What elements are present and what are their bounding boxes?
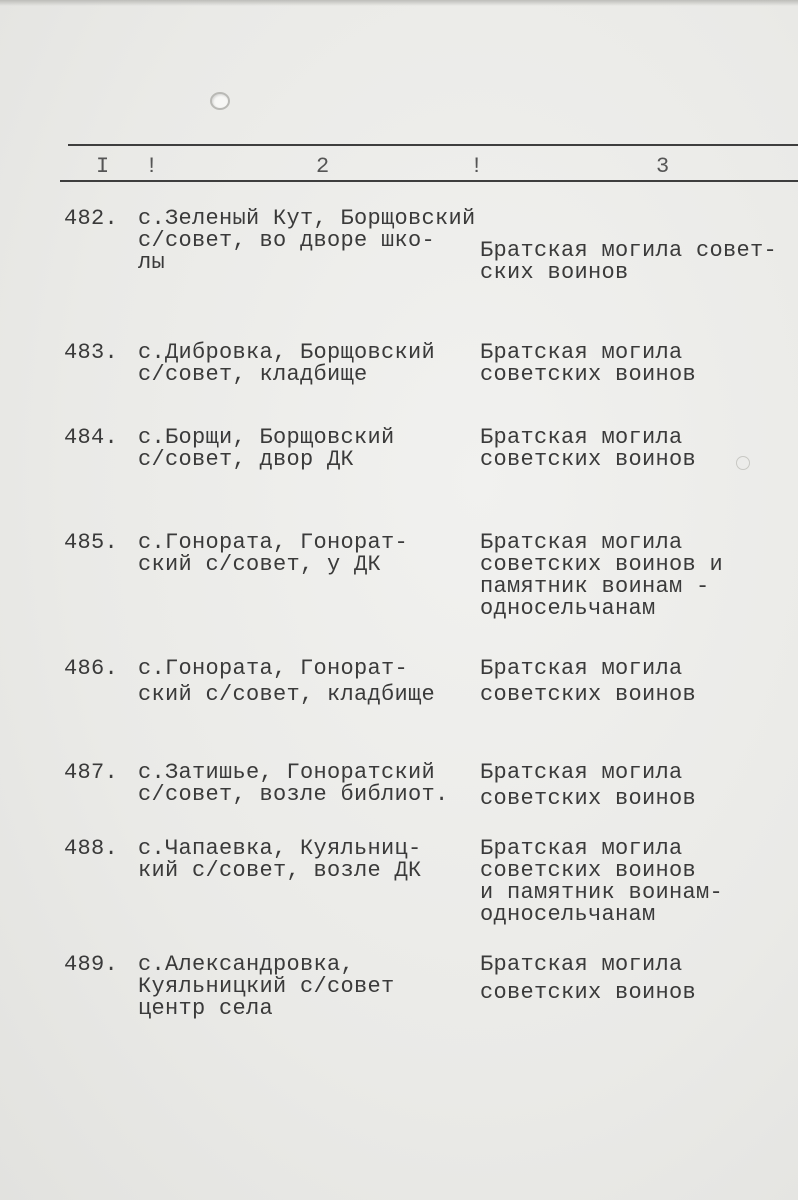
entry-number: 485.: [64, 530, 119, 555]
entry-description: Братская могила советских воинов и памятник воинам- односельчанам: [480, 836, 724, 927]
entry-description: Братская могила советских воинов и памятник воинам - односельчанам: [480, 530, 724, 621]
entry-number: 486.: [64, 656, 119, 681]
page-top-edge: [0, 0, 798, 6]
entry-description: Братская могила советских воинов: [480, 760, 697, 811]
column-separator-1: !: [145, 154, 159, 179]
entry-location: с.Чапаевка, Куяльниц- кий с/совет, возле ДК: [138, 836, 422, 883]
column-separator-2: !: [470, 154, 484, 179]
entry-description: Братская могила советских воинов: [480, 656, 697, 707]
entry-location: с.Гонората, Гонорат- ский с/совет, у ДК: [138, 530, 409, 577]
column-header-1: I: [96, 154, 110, 179]
entry-location: с.Борщи, Борщовский с/совет, двор ДК: [138, 425, 395, 472]
column-header-2: 2: [316, 154, 330, 179]
entry-location: с.Гонората, Гонорат- ский с/совет, кладбище: [138, 656, 436, 707]
entry-location: с.Дибровка, Борщовский с/совет, кладбище: [138, 340, 436, 387]
entry-description: Братская могила советских воинов: [480, 952, 697, 1005]
entry-description: Братская могила советских воинов: [480, 340, 697, 387]
entry-number: 483.: [64, 340, 119, 365]
column-header-3: 3: [656, 154, 670, 179]
entry-number: 482.: [64, 206, 119, 231]
entry-description: Братская могила совет- ских воинов: [480, 238, 778, 285]
entry-location: с.Затишье, Гоноратский с/совет, возле библиот.: [138, 760, 449, 807]
paper-smudge: [736, 456, 750, 470]
entry-number: 488.: [64, 836, 119, 861]
table-header-top-rule: [68, 144, 798, 146]
entry-location: с.Александровка, Куяльницкий с/совет центр села: [138, 952, 395, 1021]
punch-hole: [210, 92, 230, 110]
entry-number: 484.: [64, 425, 119, 450]
table-header-bottom-rule: [60, 180, 798, 182]
entry-location: с.Зеленый Кут, Борщовский с/совет, во дворе шко- лы: [138, 206, 476, 275]
entry-description: Братская могила советских воинов: [480, 425, 697, 472]
entry-number: 489.: [64, 952, 119, 977]
entry-number: 487.: [64, 760, 119, 785]
